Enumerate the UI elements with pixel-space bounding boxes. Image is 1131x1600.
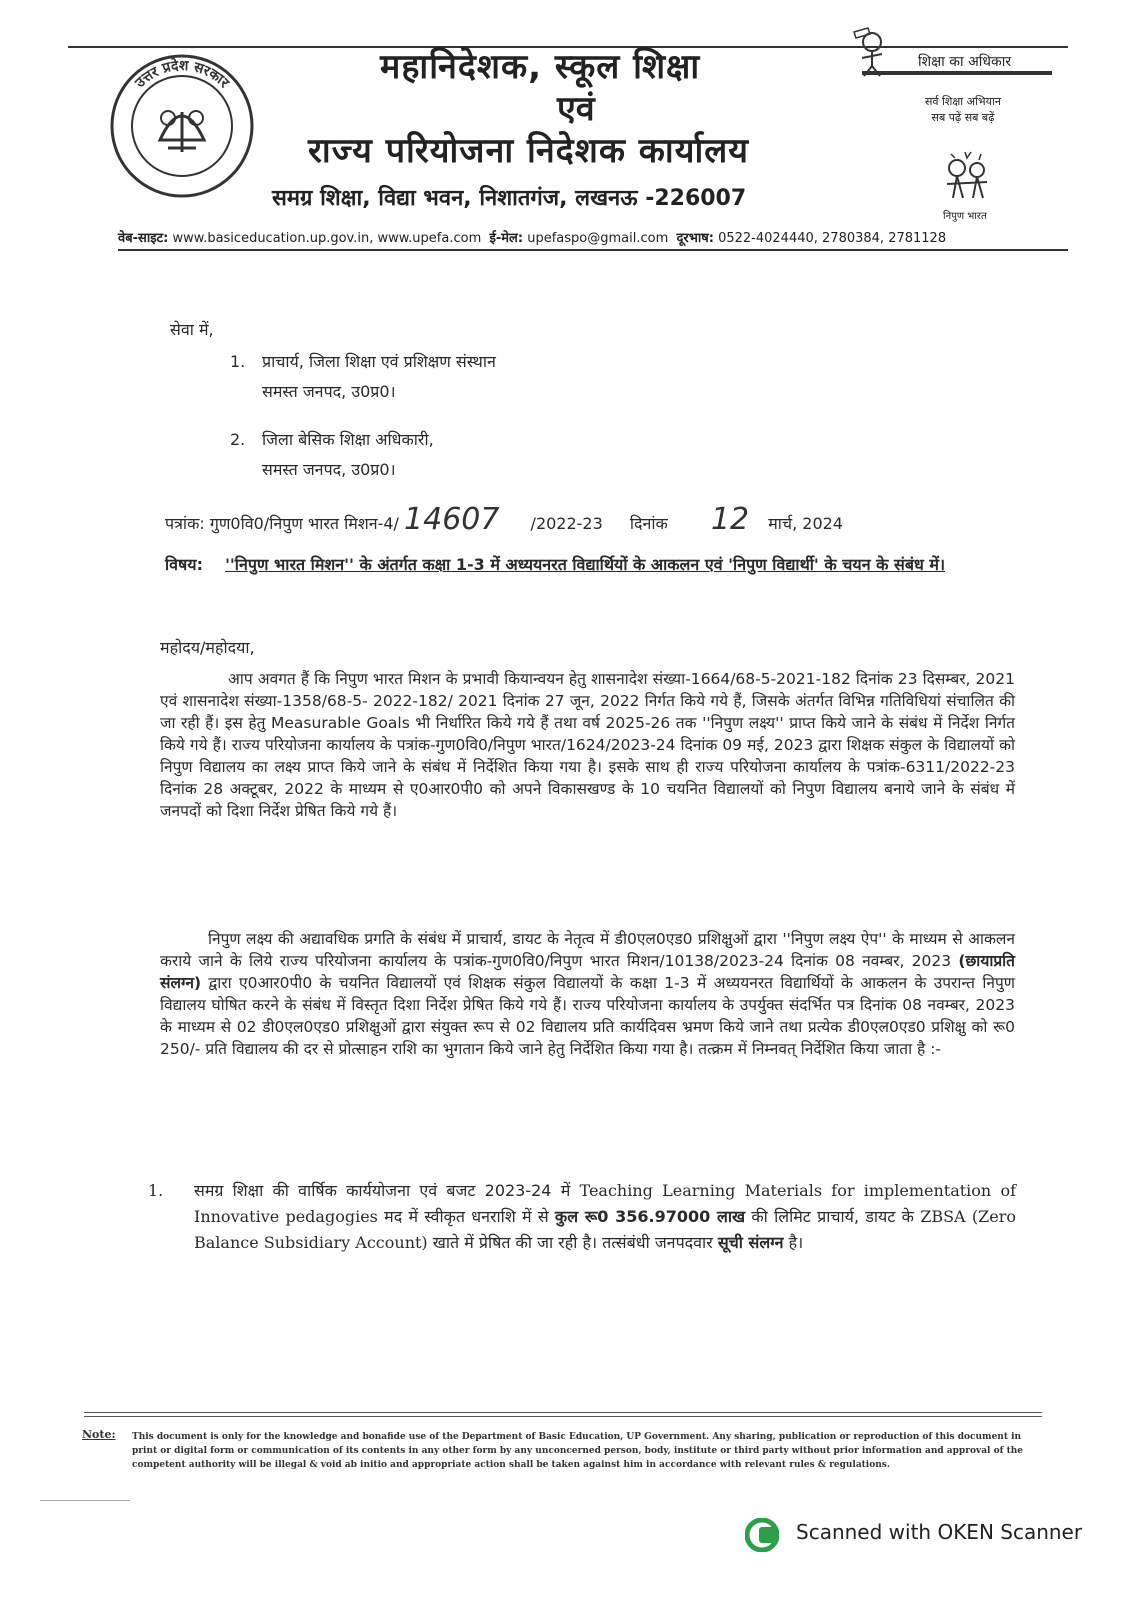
reference-prefix: पत्रांक: गुण0वि0/निपुण भारत मिशन-4/: [165, 514, 399, 533]
note-label: Note:: [82, 1428, 116, 1441]
ssa-tagline: [925, 94, 1001, 126]
instruction-text-b: मद में स्वीकृत धनराशि में से: [384, 1207, 549, 1226]
instruction-text-a: समग्र शिक्षा की वार्षिक कार्ययोजना एवं बजट 2023-24 में: [194, 1181, 571, 1200]
header-title-line1: महानिदेशक, स्कूल शिक्षा: [380, 47, 701, 87]
scanner-watermark: Scanned with OKEN Scanner: [796, 1520, 1083, 1544]
letter-reference-line: [165, 502, 843, 537]
total-amount: कुल रू0 356.97000 लाख: [554, 1207, 746, 1226]
instruction-item-number: 1.: [148, 1181, 164, 1200]
header-title-line2: एवं: [557, 89, 595, 129]
phone-label: दूरभाष:: [676, 231, 714, 246]
instruction-text-e: है।: [788, 1233, 804, 1252]
addressee-item-number: 1.: [230, 352, 246, 371]
instruction-text-c: की लिमिट प्राचार्य, डायट के: [751, 1207, 914, 1226]
addressee-heading: सेवा में,: [170, 320, 214, 339]
email-link[interactable]: upefaspo@gmail.com: [527, 231, 669, 246]
addressee-item-line2: समस्त जनपद, उ0प्र0।: [262, 460, 396, 479]
rte-title: शिक्षा का अधिकार: [918, 54, 1012, 70]
subject-label: विषय:: [165, 555, 203, 574]
subject-text: ''निपुण भारत मिशन'' के अंतर्गत कक्षा 1-3 में अध्ययनरत विद्यार्थियों के आकलन एवं 'निपुण विद्यार्थी' के चयन के संबंध में।: [225, 555, 946, 574]
header-address: समग्र शिक्षा, विद्या भवन, निशातगंज, लखनऊ -226007: [272, 186, 747, 211]
scanner-logo-icon: [745, 1518, 779, 1552]
phone-number: 0522-4024440, 2780384, 2781128: [718, 231, 947, 246]
paragraph-2: [160, 928, 1015, 1060]
addressee-item-line2: समस्त जनपद, उ0प्र0।: [262, 382, 396, 401]
reference-year: /2022-23: [530, 514, 603, 533]
attachment-note: (छायाप्रति संलग्न): [160, 952, 1015, 992]
header-contact-line: [118, 228, 946, 246]
ssa-name: सर्व शिक्षा अभियान: [925, 95, 1001, 108]
date-label: दिनांक: [629, 514, 668, 533]
footer-rule-top: [84, 1412, 1042, 1413]
salutation: महोदय/महोदया,: [160, 638, 255, 657]
reference-number-handwritten: 14607: [404, 502, 500, 537]
ssa-slogan: सब पढ़ें सब बढ़ें: [931, 111, 995, 124]
email-label: ई-मेल:: [489, 231, 524, 246]
nipun-bharat-logo: [937, 148, 997, 204]
rte-pencil-bar: [862, 71, 1052, 75]
paragraph-2-part-a: निपुण लक्ष्य की अद्यावधिक प्रगति के संबंध में प्राचार्य, डायट के नेतृत्व में डी0एल0एड0 प्रशिक्षुओं द्वारा ''निपुण लक्ष्य ऐप'' के माध्यम से आकलन कराये जाने के लिये राज्य परियोजना कार्यालय के पत्रांक-गुण0वि0/निपुण भारत मिशन/10138/2023-24 दिनांक 08 नवम्बर, 2023: [160, 930, 1015, 970]
website-label: वेब-साइट:: [118, 231, 169, 246]
note-text: This document is only for the knowledge and bonafide use of the Department of Basic Education, UP Government. Any sharing, publication or reproduction of this document in print or digital form or communication of its contents in any other form by any unconcerned person, body, institute or third party without prior information and approval of the competent authority will be illegal & void ab initio and appropriate action shall be taken against him in accordance with relevant rules & regulations.: [132, 1432, 1024, 1470]
addressee-item-line1: प्राचार्य, जिला शिक्षा एवं प्रशिक्षण संस्थान: [262, 352, 496, 371]
paragraph-2-part-b: द्वारा ए0आर0पी0 के चयनित विद्यालयों एवं शिक्षक संकुल विद्यालयों के कक्षा 1-3 में अध्ययनरत विद्यार्थियों के आकलन के उपरान्त निपुण विद्यालय घोषित करने के संबंध में विस्तृत दिशा निर्देश प्रेषित किये गये हैं। राज्य परियोजना कार्यालय के उपर्युक्त संदर्भित पत्र दिनांक 08 नवम्बर, 2023 के माध्यम से 02 डी0एल0एड0 प्रशिक्षुओं द्वारा संयुक्त रूप से 02 विद्यालय प्रति कार्यदिवस भ्रमण किये जाने तथा प्रत्येक डी0एल0एड0 प्रशिक्षु को रू0 250/- प्रति विद्यालय की दर से प्रोत्साहन राशि का भुगतान किये जाने हेतु निर्देशित किया गया है। तत्क्रम में निम्नवत् निर्देशित किया जाता है :-: [160, 974, 1015, 1058]
header-title-line3: राज्य परियोजना निदेशक कार्यालय: [308, 131, 750, 171]
footer-rule-bottom: [84, 1416, 1042, 1417]
emblem-text: उत्तर प्रदेश सरकार: [132, 57, 232, 92]
list-attached-note: सूची संलग्न: [717, 1233, 784, 1252]
addressee-item-line1: जिला बेसिक शिक्षा अधिकारी,: [262, 430, 434, 449]
footer-short-rule: [40, 1500, 130, 1501]
date-month-year: मार्च, 2024: [768, 514, 843, 533]
budget-head-name: Teaching Learning Materials for implementation of Innovative pedagogies: [194, 1181, 1016, 1226]
header-bottom-rule: [118, 249, 1068, 251]
zbsa-account-name: ZBSA (Zero Balance Subsidiary Account): [194, 1207, 1016, 1252]
instruction-text-d: खाते में प्रेषित की जा रही है। तत्संबंधी जनपदवार: [432, 1233, 713, 1252]
instruction-item-text: [194, 1178, 1016, 1256]
nipun-bharat-caption: निपुण भारत: [943, 211, 987, 222]
date-day-handwritten: 12: [710, 502, 750, 537]
svg-text:उत्तर प्रदेश सरकार: [131, 57, 232, 92]
website-link[interactable]: www.basiceducation.up.gov.in, www.upefa.com: [172, 231, 482, 246]
up-government-emblem: [108, 52, 256, 200]
addressee-item-number: 2.: [230, 430, 246, 449]
paragraph-1: आप अवगत हैं कि निपुण भारत मिशन के प्रभावी कियान्वयन हेतु शासनादेश संख्या-1664/68-5-2021-182 दिनांक 23 दिसम्बर, 2021 एवं शासनादेश संख्या-1358/68-5- 2022-182/ 2021 दिनांक 27 जून, 2022 निर्गत किये गये हैं, जिसके अंतर्गत विभिन्न गतिविधियां संचालित की जा रही हैं। इस हेतु Measurable Goals भी निर्धारित किये गये हैं तथा वर्ष 2025-26 तक ''निपुण लक्ष्य'' प्राप्त किये जाने के संबंध में निर्देश निर्गत किये गये हैं। राज्य परियोजना कार्यालय के पत्रांक-गुण0वि0/निपुण भारत/1624/2023-24 दिनांक 09 मई, 2023 द्वारा शिक्षक संकुल के विद्यालयों को निपुण विद्यालय का लक्ष्य प्राप्त किये जाने के संबंध में निर्देशित किया गया है। इसके साथ ही राज्य परियोजना कार्यालय के पत्रांक-6311/2022-23 दिनांक 28 अक्टूबर, 2022 के माध्यम से ए0आर0पी0 को अपने विकासखण्ड के 10 चयनित विद्यालयों को निपुण विद्यालय बनाये जाने के संबंध में जनपदों को दिशा निर्देश प्रेषित किये गये हैं।: [160, 670, 1015, 820]
